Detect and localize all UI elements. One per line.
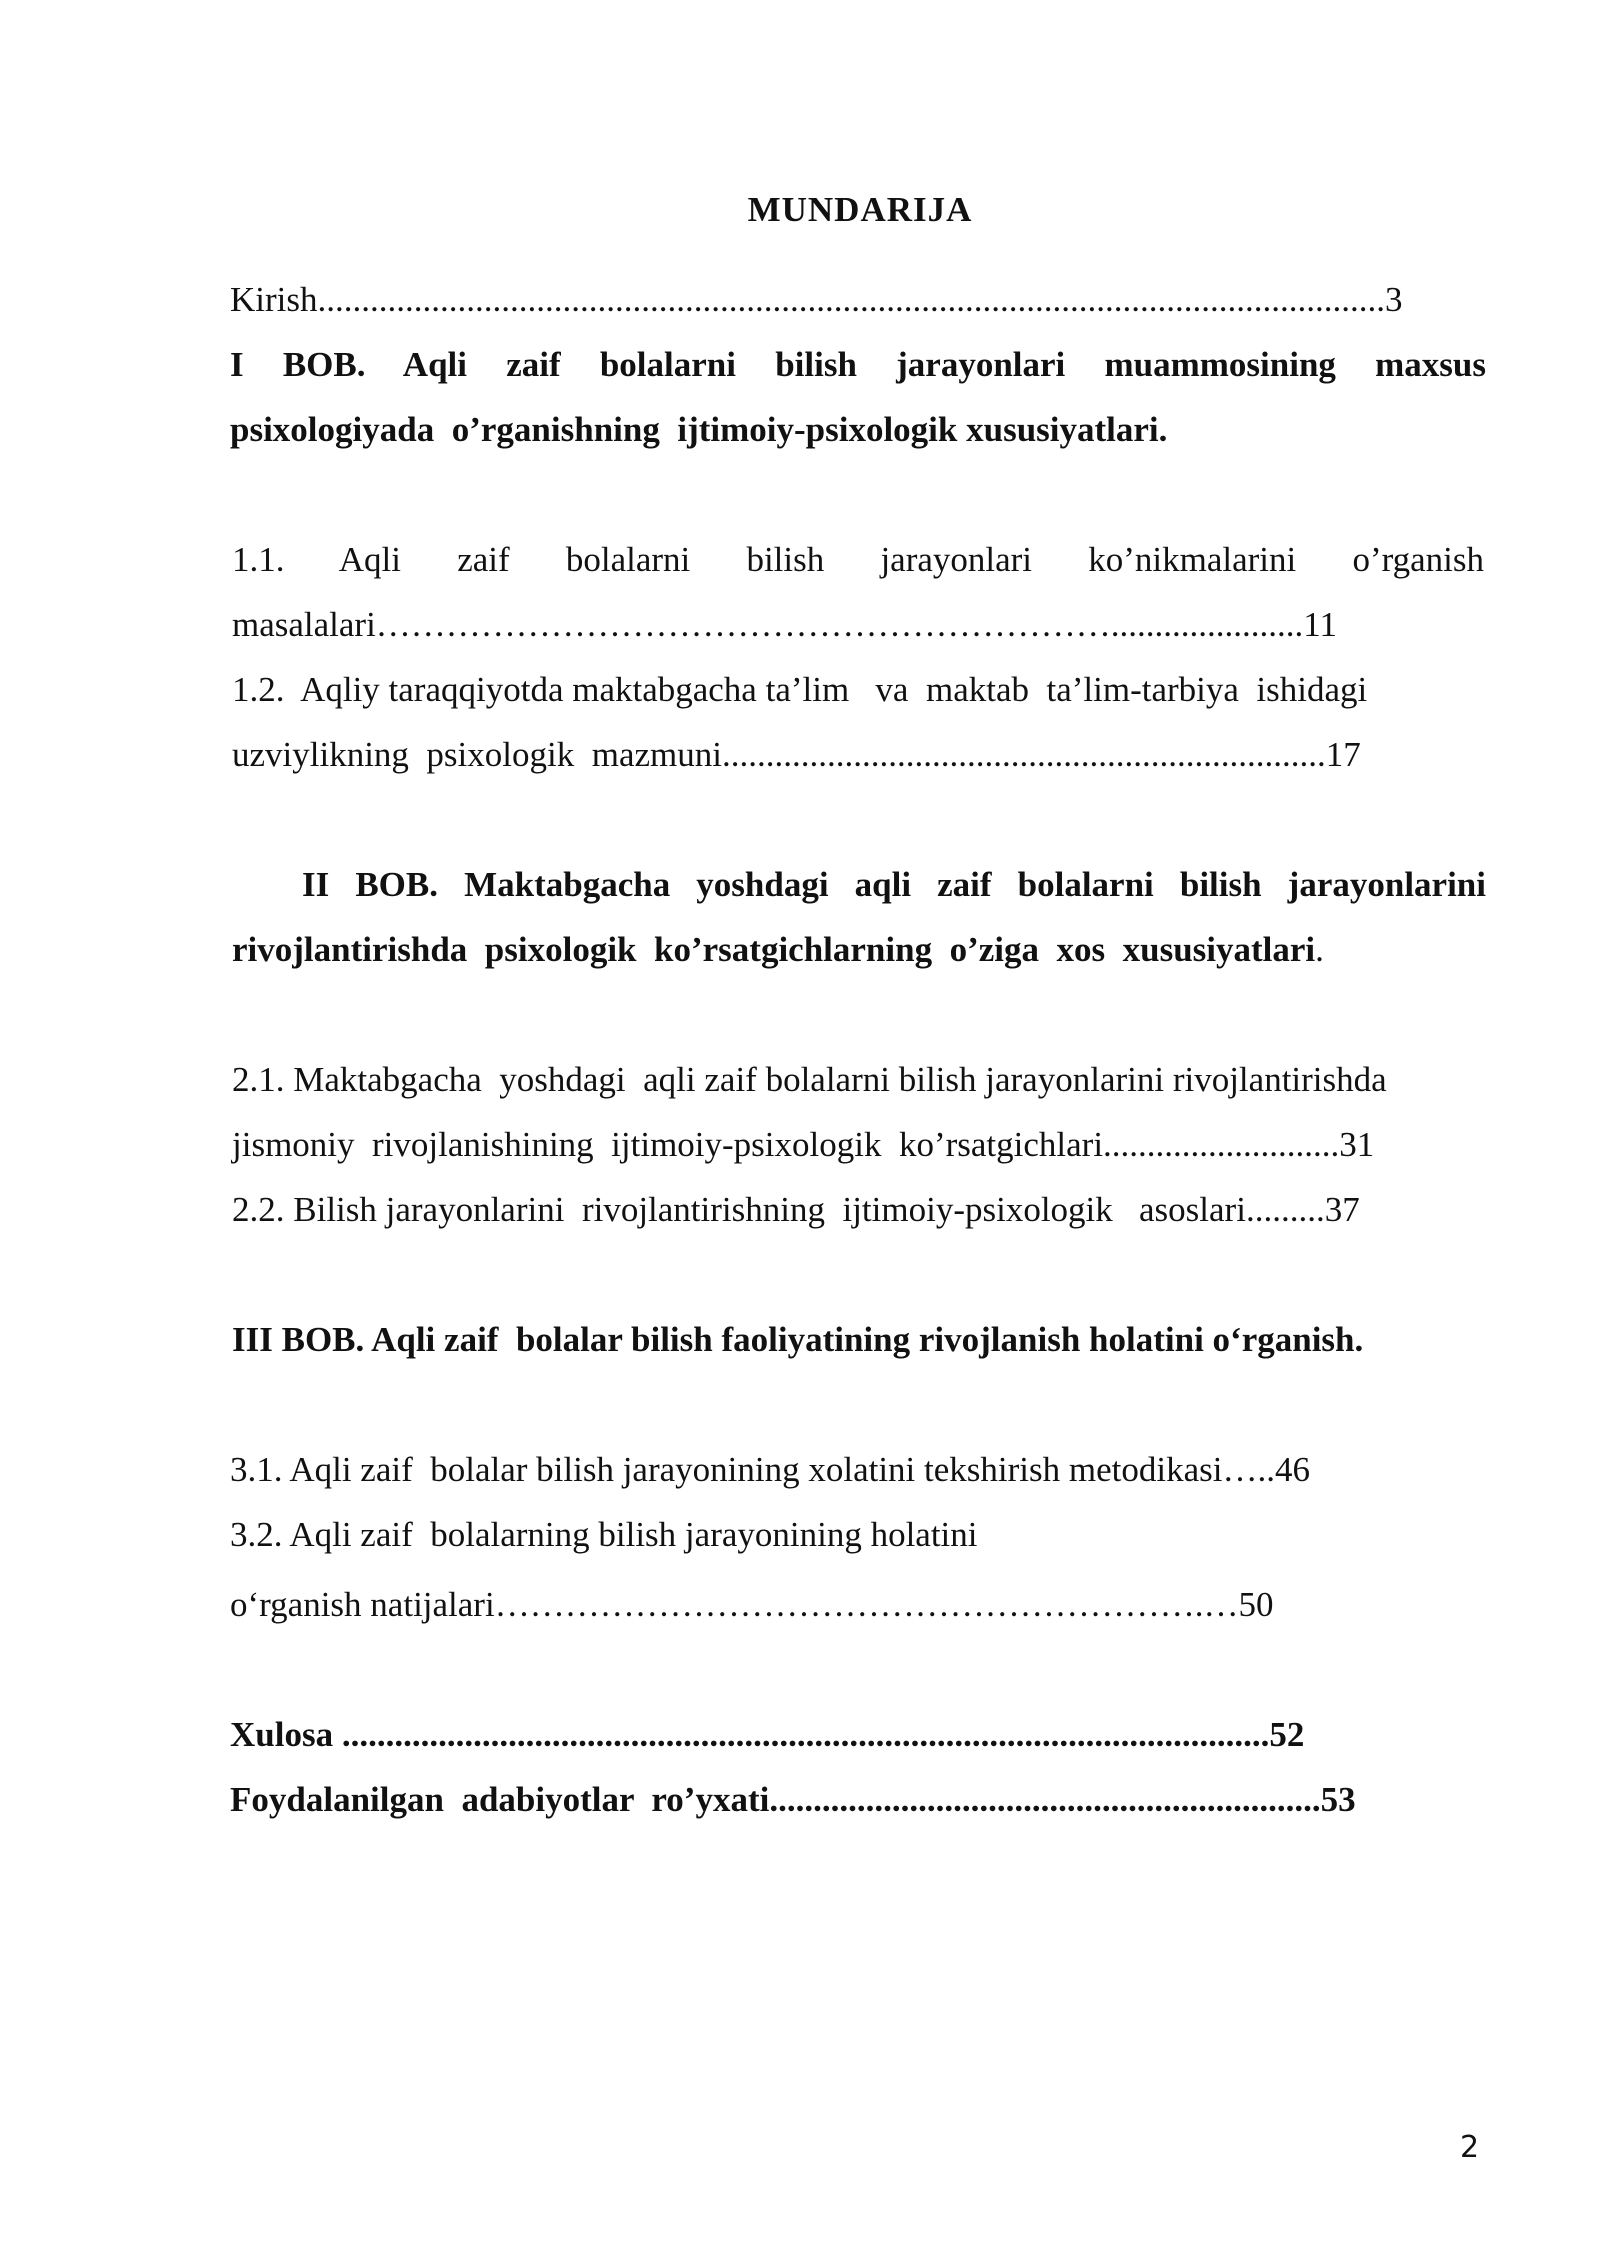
toc-entry-references: Foydalanilgan adabiyotlar ro’yxati...............................................................53 (230, 1780, 1356, 1819)
toc-chapter-1-line-2: psixologiyada o’rganishning ijtimoiy-psixologik xususiyatlari. (230, 410, 1168, 449)
toc-section-2-1-line-2: jismoniy rivojlanishining ijtimoiy-psixologik ko’rsatgichlari...........................31 (232, 1125, 1375, 1164)
toc-section-2-1-line-1: 2.1. Maktabgacha yoshdagi aqli zaif bolalarni bilish jarayonlarini rivojlantirishda (232, 1060, 1387, 1099)
toc-section-2-2: 2.2. Bilish jarayonlarini rivojlantirishning ijtimoiy-psixologik asoslari.........37 (232, 1190, 1360, 1229)
toc-chapter-2-period: . (1315, 930, 1324, 969)
toc-chapter-2-line-1: II BOB. Maktabgacha yoshdagi aqli zaif bolalarni bilish jarayonlarini (302, 865, 1486, 904)
toc-chapter-2-line-2-text: rivojlantirishda psixologik ko’rsatgichlarning o’ziga xos xususiyatlari (232, 930, 1316, 969)
toc-section-1-1-line-1: 1.1. Aqli zaif bolalarni bilish jarayonlari ko’nikmalarini o’rganish (232, 540, 1484, 579)
toc-section-3-1: 3.1. Aqli zaif bolalar bilish jarayonining xolatini tekshirish metodikasi…..46 (230, 1450, 1310, 1489)
toc-section-1-2-line-2: uzviylikning psixologik mazmuni.....................................................................17 (232, 735, 1361, 774)
page-number: 2 (1460, 2130, 1480, 2165)
toc-section-3-2-line-1: 3.2. Aqli zaif bolalarning bilish jarayonining holatini (230, 1515, 978, 1554)
page-title: MUNDARIJA (747, 190, 973, 229)
toc-section-1-2-line-1: 1.2. Aqliy taraqqiyotda maktabgacha ta’lim va maktab ta’lim-tarbiya ishidagi (232, 670, 1368, 709)
toc-entry-conclusion: Xulosa ..........................................................................................................52 (230, 1715, 1305, 1754)
toc-section-3-2-line-2: o‘rganish natijalari…………………………………………………….…50 (230, 1585, 1274, 1624)
toc-section-1-1-line-2: masalalari………………………………………………………......................11 (232, 605, 1338, 644)
toc-chapter-2-line-2 (232, 930, 1324, 970)
toc-chapter-3: III BOB. Aqli zaif bolalar bilish faoliyatining rivojlanish holatini o‘rganish. (232, 1320, 1364, 1359)
toc-chapter-1-line-1: I BOB. Aqli zaif bolalarni bilish jarayonlari muammosining maxsus (230, 345, 1486, 384)
toc-entry-intro: Kirish..........................................................................................................................3 (230, 280, 1403, 319)
